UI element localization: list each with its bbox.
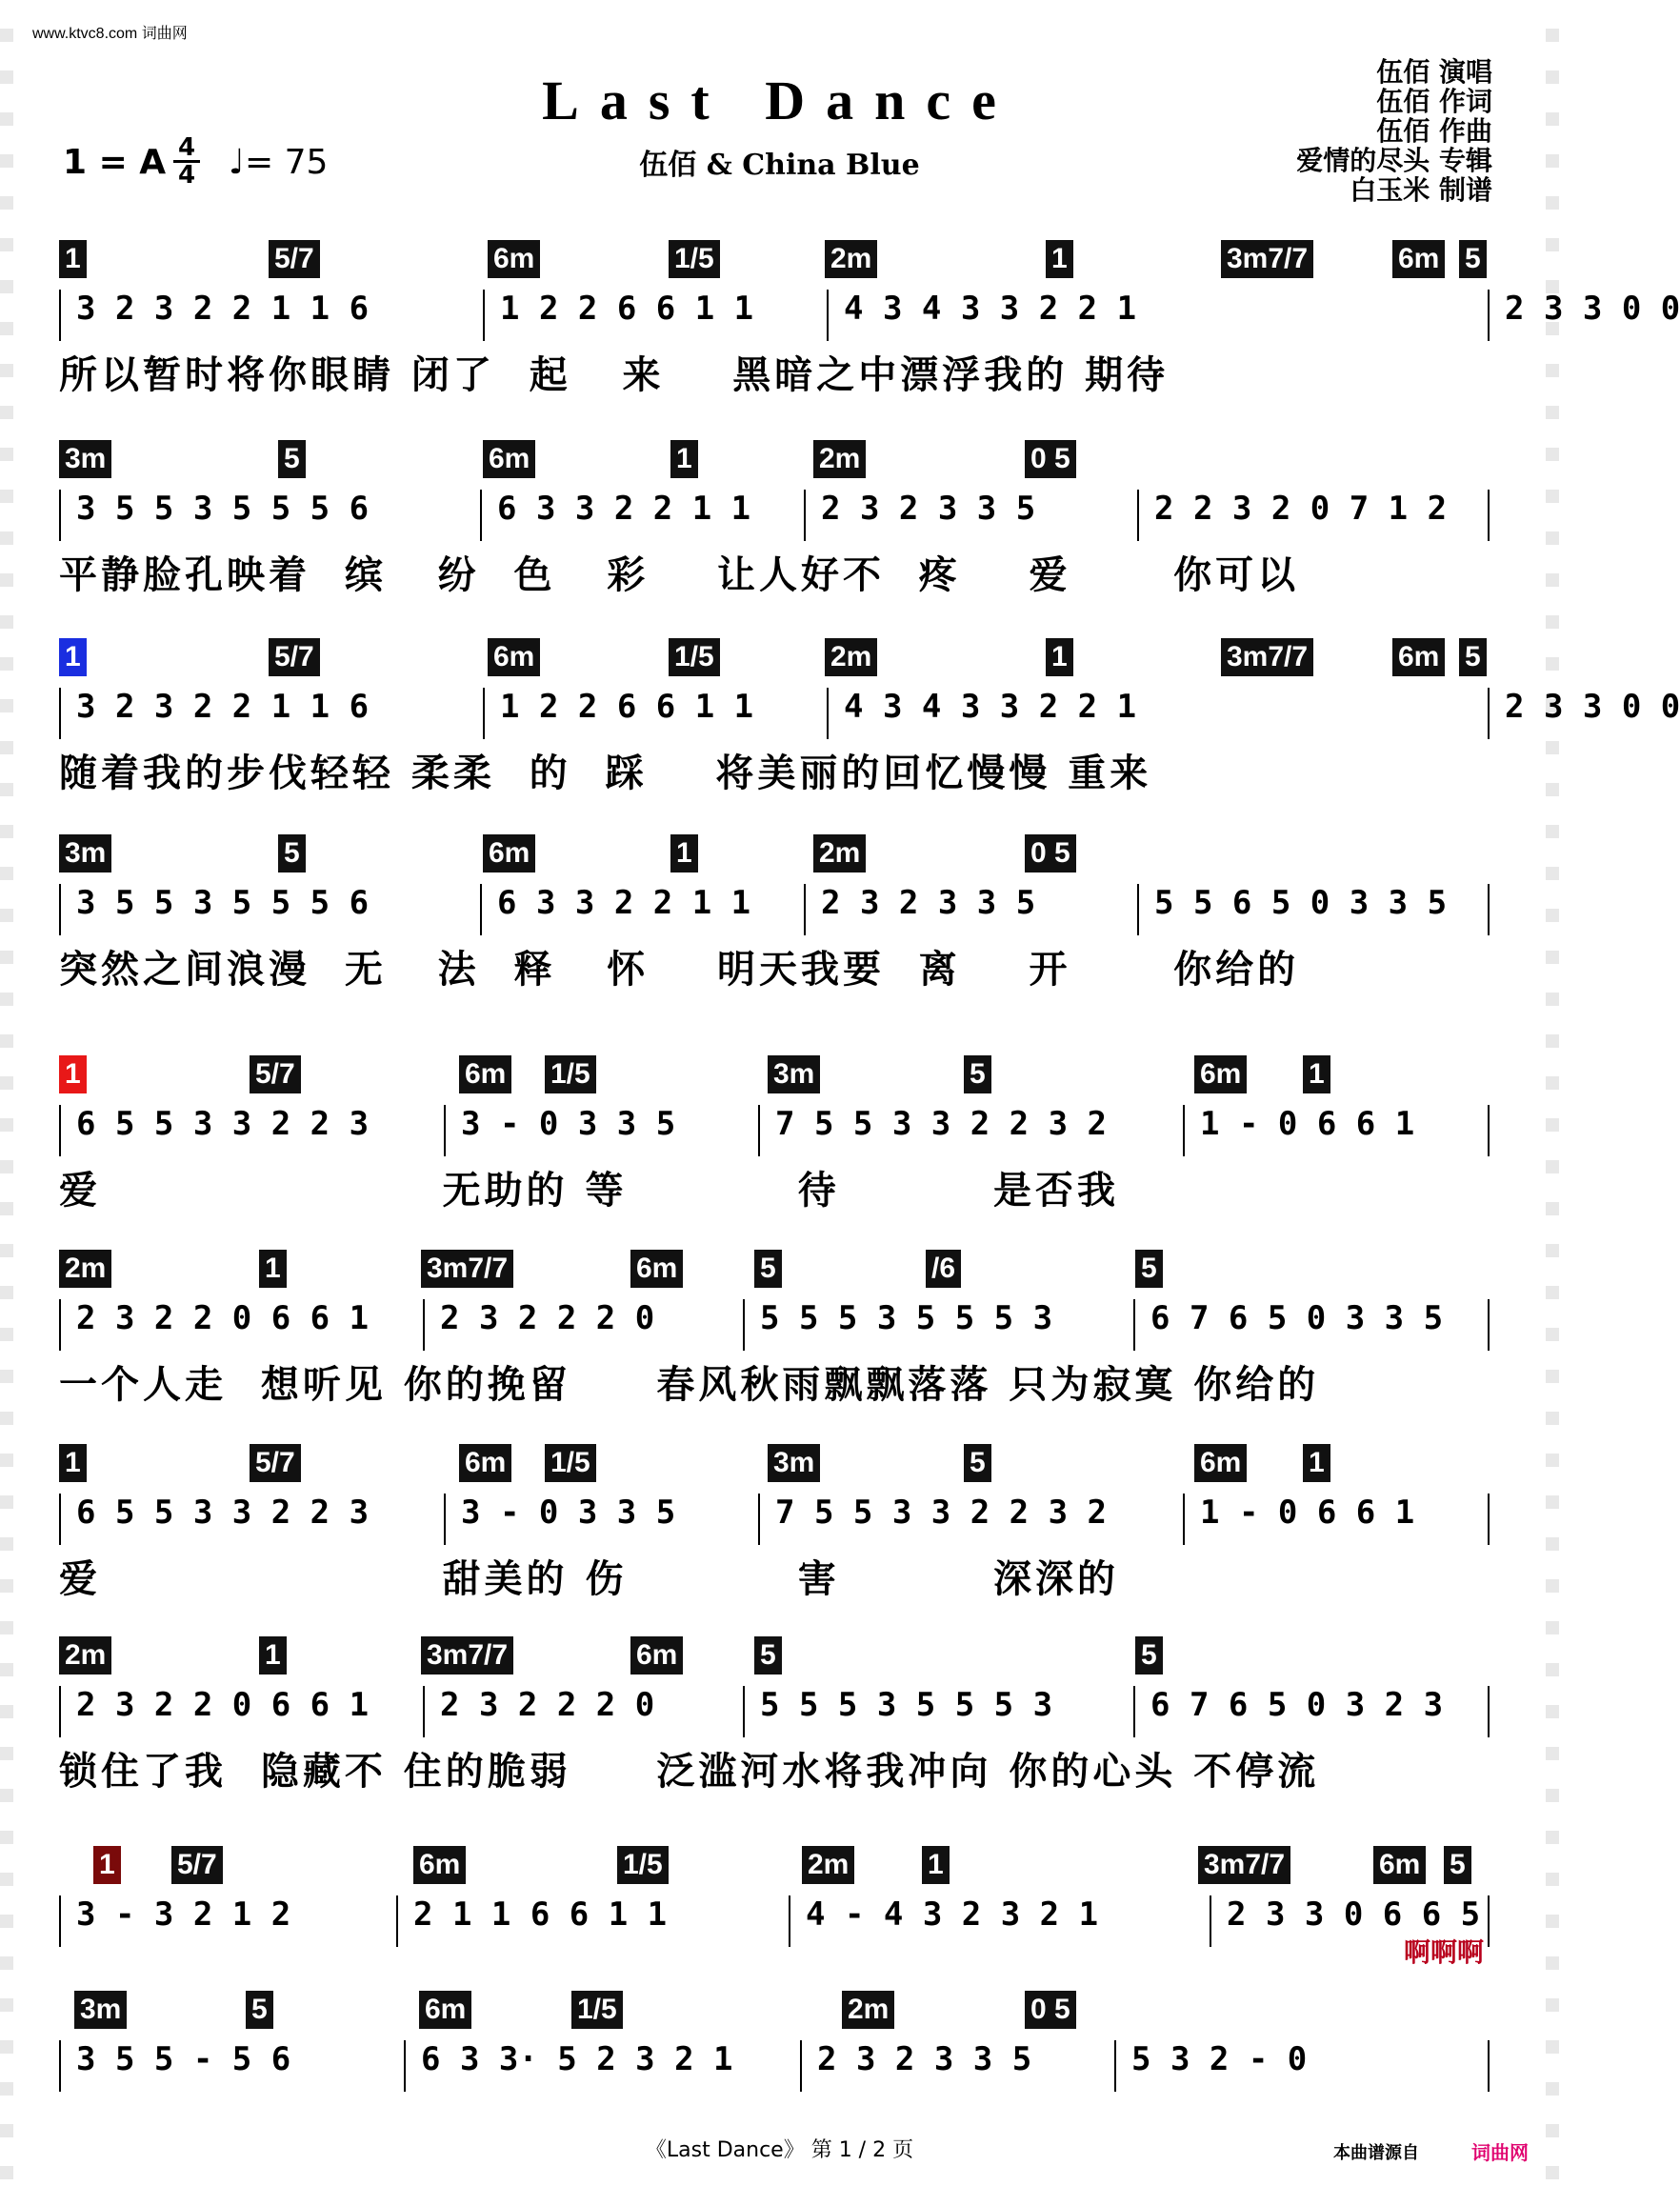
source-brand: 词曲网	[1471, 2141, 1529, 2164]
bar-line	[423, 1686, 425, 1737]
chord-symbol: 1	[59, 1444, 87, 1482]
bar-line	[804, 884, 806, 935]
time-signature: 4 4	[173, 135, 200, 188]
chord-symbol: 1	[1046, 638, 1073, 676]
bar-line	[1488, 2040, 1490, 2092]
measure-notes: 1 - 0 6 6 1	[1200, 1105, 1415, 1143]
chord-symbol: 1	[59, 638, 87, 676]
bar-line	[59, 1895, 61, 1947]
bar-line	[1137, 884, 1139, 935]
chord-symbol: 5/7	[171, 1846, 223, 1884]
measure-notes: 4 3 4 3 3 2 2 1	[844, 290, 1137, 328]
measure-notes: 3 2 3 2 2 1 1 6	[76, 290, 370, 328]
chord-symbol: 2m	[842, 1991, 894, 2029]
chord-symbol: 6m	[1194, 1055, 1247, 1093]
measure-notes: 7 5 5 3 3 2 2 3 2	[775, 1494, 1107, 1532]
chord-symbol: 3m	[768, 1055, 820, 1093]
score-row	[59, 1250, 1503, 1414]
measure-notes: 2 3 2 3 3 5	[821, 884, 1036, 922]
measure-notes: 1 - 0 6 6 1	[1200, 1494, 1415, 1532]
chord-symbol: 3m	[74, 1991, 127, 2029]
chord-symbol: 2m	[59, 1250, 111, 1288]
notation-line	[59, 484, 1503, 545]
backing-vocal-lyric: 啊啊啊	[1404, 1936, 1485, 1968]
measure-notes: 6 5 5 3 3 2 2 3	[76, 1105, 370, 1143]
credit-transcriber: 白玉米 制谱	[1350, 174, 1492, 206]
lyric-line: 所以暂时将你眼睛 闭了 起 来 黑暗之中漂浮我的 期待	[59, 353, 1170, 397]
chord-symbol: 2m	[825, 638, 877, 676]
lyric-line: 平静脸孔映着 缤 纷 色 彩 让人好不 疼 爱 你可以	[59, 553, 1300, 597]
bar-line	[1133, 1299, 1135, 1351]
bar-line	[1183, 1105, 1185, 1156]
measure-notes: 5 5 6 5 0 3 3 5	[1154, 884, 1448, 922]
chord-line	[59, 834, 1503, 878]
measure-notes: 3 5 5 - 5 6	[76, 2040, 291, 2078]
chord-symbol: 6m	[1392, 638, 1445, 676]
measure-notes: 2 3 2 2 2 0	[440, 1686, 655, 1724]
chord-symbol: 6m	[488, 240, 540, 278]
bar-line	[59, 884, 61, 935]
chord-symbol: 6m	[413, 1846, 466, 1884]
chord-symbol: 3m7/7	[1198, 1846, 1290, 1884]
chord-symbol: 0 5	[1025, 440, 1076, 478]
tempo-marking: ♩= 75	[229, 143, 329, 182]
measure-notes: 2 3 2 3 3 5	[821, 490, 1036, 528]
chord-line	[59, 638, 1503, 682]
bar-line	[483, 688, 485, 739]
chord-line	[59, 440, 1503, 484]
chord-symbol: 6m	[630, 1250, 683, 1288]
chord-line	[59, 1991, 1503, 2035]
chord-symbol: 3m7/7	[421, 1636, 513, 1675]
chord-symbol: 1/5	[571, 1991, 623, 2029]
chord-symbol: 6m	[483, 440, 535, 478]
credit-album: 爱情的尽头 专辑	[1296, 145, 1492, 176]
bar-line	[800, 2040, 802, 2092]
chord-symbol: 1	[922, 1846, 950, 1884]
chord-symbol: 5	[1459, 240, 1487, 278]
bar-line	[59, 1686, 61, 1737]
bar-line	[1210, 1895, 1211, 1947]
score-row	[59, 1991, 1503, 2096]
chord-symbol: 1/5	[669, 638, 720, 676]
chord-symbol: 5	[1459, 638, 1487, 676]
measure-notes: 6 3 3· 5 2 3 2 1	[421, 2040, 733, 2078]
bar-line	[59, 688, 61, 739]
chord-symbol: 1	[670, 440, 698, 478]
chord-symbol: 5	[964, 1444, 991, 1482]
chord-symbol: 5	[964, 1055, 991, 1093]
notation-line	[59, 1294, 1503, 1354]
measure-notes: 6 3 3 2 2 1 1	[497, 490, 751, 528]
bar-line	[1488, 1299, 1490, 1351]
song-artists: 伍佰 & China Blue	[639, 149, 920, 182]
bar-line	[1488, 1494, 1490, 1545]
right-watermark-strip	[1546, 0, 1559, 2186]
score-row	[59, 1055, 1503, 1219]
bar-line	[1137, 490, 1139, 541]
bar-line	[1488, 688, 1490, 739]
chord-symbol: 5	[246, 1991, 273, 2029]
chord-symbol: 5/7	[269, 240, 320, 278]
chord-symbol: 6m	[1194, 1444, 1247, 1482]
bar-line	[743, 1299, 745, 1351]
chord-symbol: 5	[278, 834, 306, 872]
chord-symbol: 0 5	[1025, 1991, 1076, 2029]
chord-symbol: 3m	[59, 834, 111, 872]
chord-symbol: 6m	[488, 638, 540, 676]
chord-symbol: 3m7/7	[421, 1250, 513, 1288]
measure-notes: 2 3 3 0 6 6 5	[1227, 1895, 1481, 1934]
measure-notes: 7 5 5 3 3 2 2 3 2	[775, 1105, 1107, 1143]
chord-line	[59, 240, 1503, 284]
measure-notes: 3 2 3 2 2 1 1 6	[76, 688, 370, 726]
bar-line	[404, 2040, 406, 2092]
chord-symbol: 1/5	[545, 1444, 596, 1482]
score-row	[59, 1846, 1503, 1968]
chord-symbol: 6m	[1392, 240, 1445, 278]
bar-line	[1488, 1105, 1490, 1156]
chord-symbol: 5	[1444, 1846, 1471, 1884]
chord-symbol: 5	[754, 1636, 782, 1675]
chord-symbol: 1	[1303, 1055, 1330, 1093]
bar-line	[1488, 1686, 1490, 1737]
lyric-line: 随着我的步伐轻轻 柔柔 的 踩 将美丽的回忆慢慢 重来	[59, 752, 1152, 795]
bar-line	[827, 688, 829, 739]
chord-symbol: 1	[59, 1055, 87, 1093]
measure-notes: 3 - 0 3 3 5	[461, 1494, 676, 1532]
chord-symbol: 5	[1135, 1636, 1163, 1675]
notation-line	[59, 1890, 1503, 1968]
measure-notes: 1 2 2 6 6 1 1	[500, 290, 754, 328]
chord-symbol: 6m	[1373, 1846, 1426, 1884]
measure-notes: 3 5 5 3 5 5 5 6	[76, 490, 370, 528]
chord-symbol: 6m	[459, 1055, 511, 1093]
score-row	[59, 1636, 1503, 1800]
notation-line	[59, 878, 1503, 939]
song-title: Last Dance	[542, 70, 1017, 131]
lyric-line: 爱 甜美的 伤 害 深深的	[59, 1557, 1120, 1601]
notation-line	[59, 2035, 1503, 2096]
measure-notes: 3 - 3 2 1 2	[76, 1895, 291, 1934]
chord-symbol: 5/7	[269, 638, 320, 676]
chord-symbol: 5	[278, 440, 306, 478]
chord-line	[59, 1250, 1503, 1294]
credits	[1296, 57, 1492, 205]
bar-line	[444, 1494, 446, 1545]
credit-composer: 伍佰 作曲	[1376, 115, 1492, 147]
bar-line	[1488, 290, 1490, 341]
measure-notes: 1 2 2 6 6 1 1	[500, 688, 754, 726]
measure-notes: 5 5 5 3 5 5 5 3	[760, 1686, 1053, 1724]
chord-symbol: 2m	[59, 1636, 111, 1675]
bar-line	[789, 1895, 790, 1947]
chord-symbol: 1	[259, 1636, 287, 1675]
measure-notes: 3 - 0 3 3 5	[461, 1105, 676, 1143]
chord-symbol: 2m	[813, 440, 866, 478]
notation-line	[59, 1099, 1503, 1160]
bar-line	[1114, 2040, 1116, 2092]
chord-symbol: 5	[1135, 1250, 1163, 1288]
bar-line	[480, 884, 482, 935]
chord-symbol: 6m	[459, 1444, 511, 1482]
bar-line	[1183, 1494, 1185, 1545]
bar-line	[59, 1299, 61, 1351]
page-footer: 《Last Dance》 第 1 / 2 页	[645, 2138, 914, 2162]
chord-symbol: 1/5	[669, 240, 720, 278]
chord-symbol: 6m	[483, 834, 535, 872]
chord-symbol: 1/5	[617, 1846, 669, 1884]
bar-line	[483, 290, 485, 341]
measure-notes: 5 3 2 - 0	[1131, 2040, 1308, 2078]
bar-line	[444, 1105, 446, 1156]
bar-line	[396, 1895, 398, 1947]
lyric-line: 一个人走 想听见 你的挽留 春风秋雨飘飘落落 只为寂寞 你给的	[59, 1363, 1320, 1407]
bar-line	[1488, 490, 1490, 541]
left-watermark-strip	[0, 0, 13, 2186]
measure-notes: 4 - 4 3 2 3 2 1	[806, 1895, 1099, 1934]
measure-notes: 4 3 4 3 3 2 2 1	[844, 688, 1137, 726]
bar-line	[758, 1494, 760, 1545]
bar-line	[59, 1494, 61, 1545]
key-signature: 1 = A	[63, 143, 167, 182]
measure-notes: 6 3 3 2 2 1 1	[497, 884, 751, 922]
measure-notes: 2 3 2 2 0 6 6 1	[76, 1299, 370, 1337]
lyric-line: 爱 无助的 等 待 是否我	[59, 1169, 1120, 1213]
credit-singer: 伍佰 演唱	[1376, 56, 1492, 88]
bar-line	[59, 490, 61, 541]
chord-symbol: 1	[670, 834, 698, 872]
chord-symbol: 1	[1046, 240, 1073, 278]
bar-line	[59, 290, 61, 341]
measure-notes: 2 3 2 2 0 6 6 1	[76, 1686, 370, 1724]
chord-symbol: 6m	[630, 1636, 683, 1675]
bar-line	[423, 1299, 425, 1351]
chord-symbol: 1	[259, 1250, 287, 1288]
chord-symbol: 3m	[59, 440, 111, 478]
notation-line	[59, 284, 1680, 345]
measure-notes: 6 5 5 3 3 2 2 3	[76, 1494, 370, 1532]
bar-line	[758, 1105, 760, 1156]
chord-symbol: 5/7	[250, 1444, 301, 1482]
measure-notes: 5 5 5 3 5 5 5 3	[760, 1299, 1053, 1337]
chord-symbol: /6	[926, 1250, 961, 1288]
measure-notes: 6 7 6 5 0 3 2 3	[1150, 1686, 1444, 1724]
score-row	[59, 638, 1680, 802]
chord-symbol: 5	[754, 1250, 782, 1288]
chord-symbol: 1	[59, 240, 87, 278]
measure-notes: 2 3 2 2 2 0	[440, 1299, 655, 1337]
bar-line	[480, 490, 482, 541]
chord-symbol: 3m7/7	[1221, 240, 1313, 278]
notation-line	[59, 1488, 1503, 1549]
chord-line	[59, 1444, 1503, 1488]
chord-symbol: 6m	[419, 1991, 471, 2029]
chord-symbol: 1	[1303, 1444, 1330, 1482]
chord-symbol: 3m7/7	[1221, 638, 1313, 676]
chord-line	[59, 1846, 1503, 1890]
score-row	[59, 440, 1503, 604]
measure-notes: 3 5 5 3 5 5 5 6	[76, 884, 370, 922]
chord-symbol: 2m	[813, 834, 866, 872]
source-label: 本曲谱源自	[1333, 2143, 1419, 2163]
lyric-line: 突然之间浪漫 无 法 释 怀 明天我要 离 开 你给的	[59, 948, 1300, 992]
chord-symbol: 2m	[802, 1846, 854, 1884]
measure-notes: 2 3 3 0 0	[1505, 290, 1680, 328]
bar-line	[59, 1105, 61, 1156]
measure-notes: 2 1 1 6 6 1 1	[413, 1895, 668, 1934]
bar-line	[743, 1686, 745, 1737]
lyric-line: 锁住了我 隐藏不 住的脆弱 泛滥河水将我冲向 你的心头 不停流	[59, 1750, 1320, 1794]
chord-line	[59, 1055, 1503, 1099]
score-row	[59, 834, 1503, 998]
bar-line	[59, 2040, 61, 2092]
measure-notes: 2 3 3 0 0	[1505, 688, 1680, 726]
chord-line	[59, 1636, 1503, 1680]
site-watermark: www.ktvc8.com 词曲网	[32, 26, 188, 42]
notation-line	[59, 682, 1680, 743]
chord-symbol: 0 5	[1025, 834, 1076, 872]
measure-notes: 2 3 2 3 3 5	[817, 2040, 1032, 2078]
chord-symbol: 3m	[768, 1444, 820, 1482]
bar-line	[1488, 1895, 1490, 1947]
bar-line	[1133, 1686, 1135, 1737]
bar-line	[804, 490, 806, 541]
chord-symbol: 2m	[825, 240, 877, 278]
notation-line	[59, 1680, 1503, 1741]
score-row	[59, 240, 1680, 404]
credit-lyricist: 伍佰 作词	[1376, 86, 1492, 117]
score-row	[59, 1444, 1503, 1608]
chord-symbol: 1/5	[545, 1055, 596, 1093]
chord-symbol: 1	[93, 1846, 121, 1884]
bar-line	[1488, 884, 1490, 935]
measure-notes: 2 2 3 2 0 7 1 2	[1154, 490, 1448, 528]
measure-notes: 6 7 6 5 0 3 3 5	[1150, 1299, 1444, 1337]
bar-line	[827, 290, 829, 341]
chord-symbol: 5/7	[250, 1055, 301, 1093]
